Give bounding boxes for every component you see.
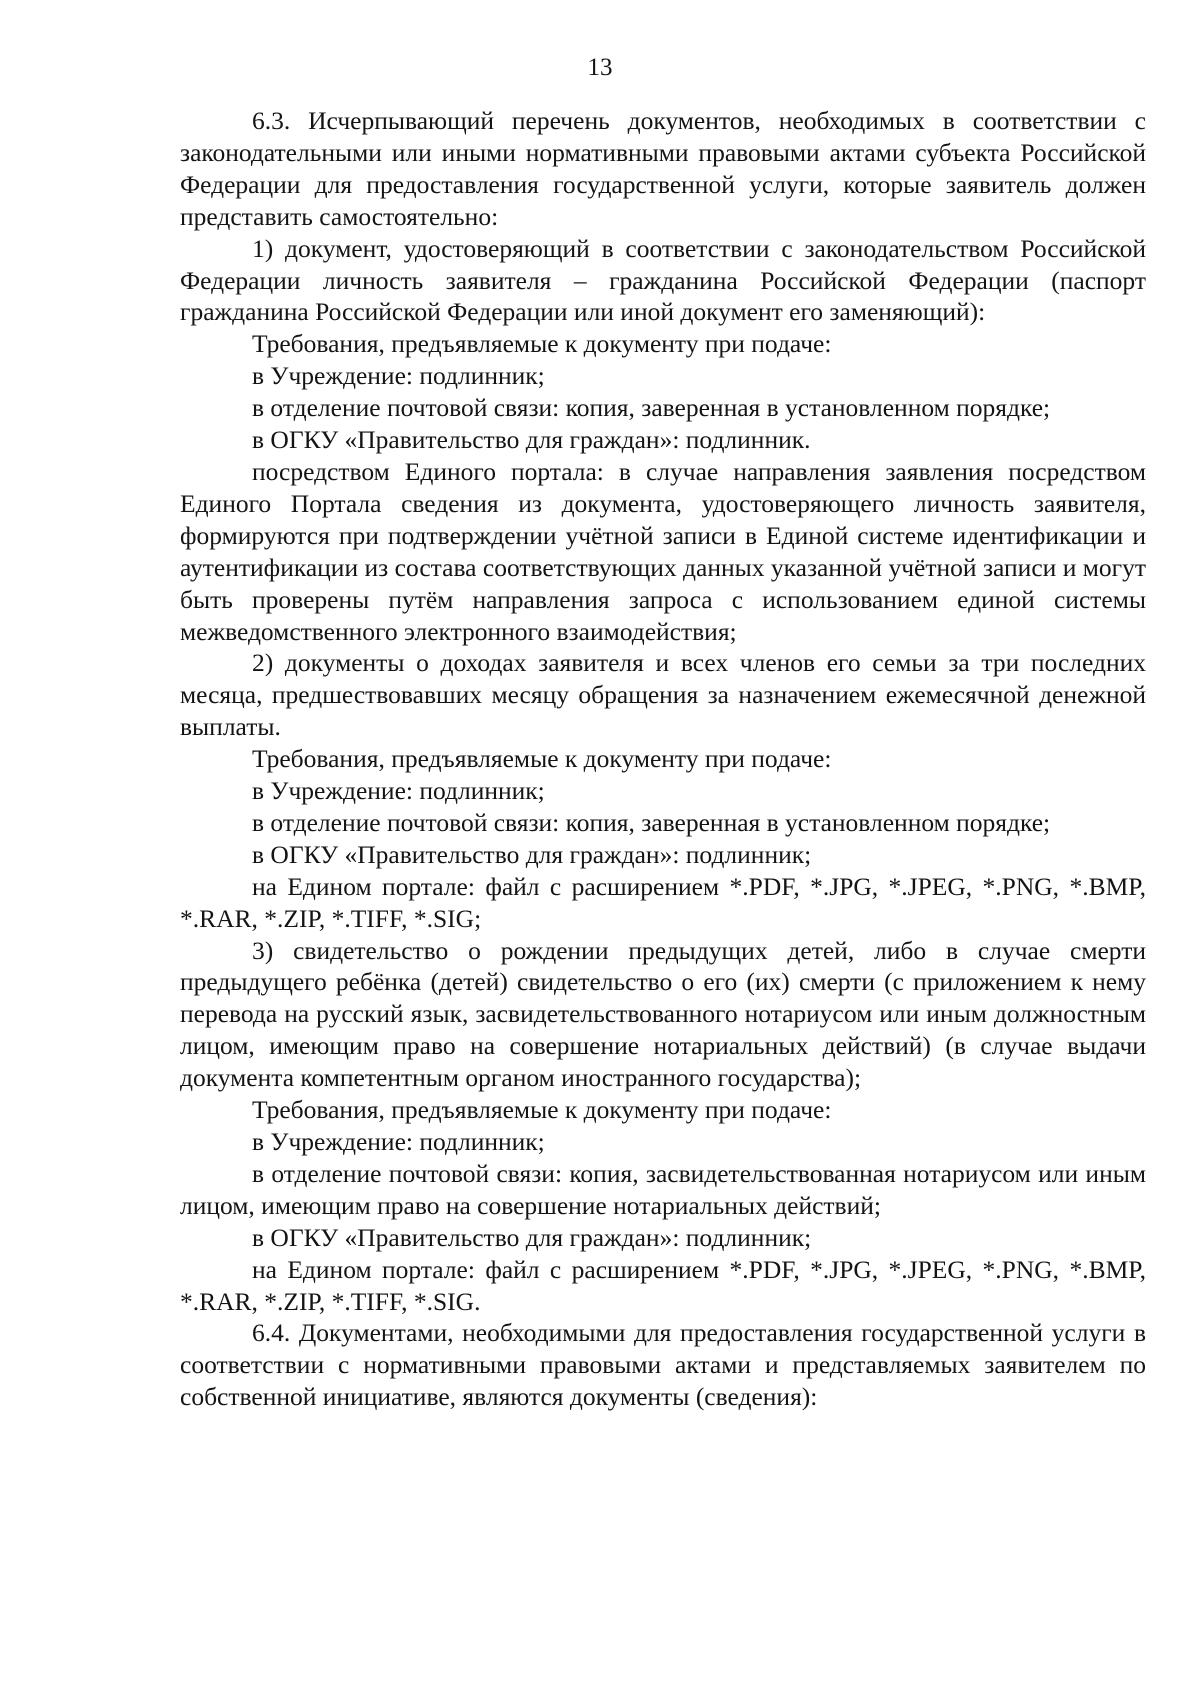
requirement-line: на Едином портале: файл с расширением *.PDF, *.JPG, *.JPEG, *.PNG, *.BMP, *.RAR, *.ZIP, *.TIFF, *.SIG. [180,1254,1146,1316]
requirement-line: в ОГКУ «Правительство для граждан»: подлинник; [252,1222,812,1252]
requirements-heading: Требования, предъявляемые к документу при подаче: [252,744,832,774]
requirement-line: в Учреждение: подлинник; [252,776,545,806]
requirement-line: в ОГКУ «Правительство для граждан»: подлинник; [252,839,812,869]
page-number: 13 [587,54,613,81]
requirement-line: посредством Единого портала: в случае направления заявления посредством Единого Портала сведения из документа, удостоверяющего личность заявителя, формируются при подтверждении учётной записи в Единой системе идентификации и аутентификации из состава соответствующих данных указанной учётной записи и могут быть проверены путём направления запроса с использованием единой системы межведомственного электронного взаимодействия; [180,456,1146,646]
requirements-heading: Требования, предъявляемые к документу при подаче: [252,1095,832,1125]
list-item-3: 3) свидетельство о рождении предыдущих детей, либо в случае смерти предыдущего ребёнка (детей) свидетельство о его (их) смерти (с приложением к нему перевода на русский язык, засвидетельствованного нотариусом или иным должностным лицом, имеющим право на совершение нотариальных действий) (в случае выдачи документа компетентным органом иностранного государства); [180,935,1146,1093]
list-item-1: 1) документ, удостоверяющий в соответствии с законодательством Российской Федерации личность заявителя – гражданина Российской Федерации (паспорт гражданина Российской Федерации или иной документ его заменяющий): [180,233,1146,327]
paragraph-6-3-heading: 6.3. Исчерпывающий перечень документов, необходимых в соответствии с законодательными или иными нормативными правовыми актами субъекта Российской Федерации для предоставления государственной услуги, которые заявитель должен представить самостоятельно: [180,106,1146,231]
requirement-line: в отделение почтовой связи: копия, заверенная в установленном порядке; [252,807,1051,837]
requirement-line: на Едином портале: файл с расширением *.PDF, *.JPG, *.JPEG, *.PNG, *.BMP, *.RAR, *.ZIP, *.TIFF, *.SIG; [180,871,1146,933]
requirement-line: в ОГКУ «Правительство для граждан»: подлинник. [252,425,811,455]
paragraph-6-4-heading: 6.4. Документами, необходимыми для предоставления государственной услуги в соответствии с нормативными правовыми актами и представляемых заявителем по собственной инициативе, являются документы (сведения): [180,1318,1146,1412]
requirements-heading: Требования, предъявляемые к документу при подаче: [252,329,832,359]
requirement-line: в Учреждение: подлинник; [252,1127,545,1156]
requirement-line: в Учреждение: подлинник; [252,361,545,391]
requirement-line: в отделение почтовой связи: копия, заверенная в установленном порядке; [252,393,1051,423]
document-body [180,105,1146,1413]
list-item-2: 2) документы о доходах заявителя и всех членов его семьи за три последних месяца, предшествовавших месяцу обращения за назначением ежемесячной денежной выплаты. [180,648,1146,742]
requirement-line: в отделение почтовой связи: копия, засвидетельствованная нотариусом или иным лицом, имеющим право на совершение нотариальных действий; [180,1158,1146,1220]
